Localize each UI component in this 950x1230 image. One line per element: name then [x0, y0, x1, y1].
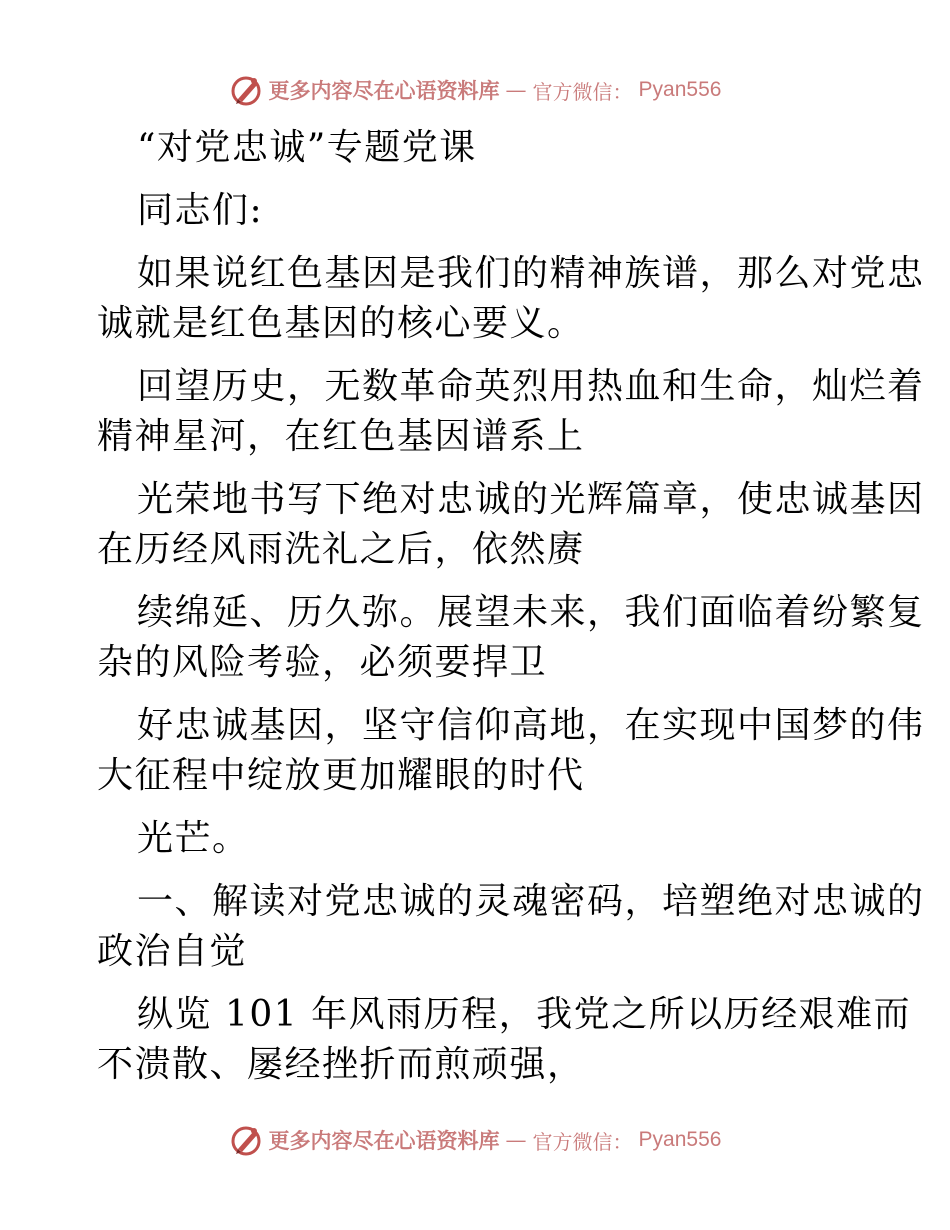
- text-line: 好忠诚基因，坚守信仰高地，在实现中国梦的伟: [137, 705, 925, 746]
- text-line: 同志们:: [137, 190, 264, 231]
- watermark-wechat-label: 官方微信：: [532, 79, 633, 104]
- document-body: [97, 123, 925, 1103]
- watermark-wechat-handle: Pyan556: [638, 1128, 722, 1151]
- text-line: 光荣地书写下绝对忠诚的光辉篇章，使忠诚基因: [137, 479, 925, 520]
- pen-logo-icon: [229, 1123, 263, 1157]
- text-line: 一、解读对党忠诚的灵魂密码，培塑绝对忠诚的: [137, 881, 925, 922]
- text-line: 大征程中绽放更加耀眼的时代: [97, 755, 585, 796]
- pen-logo-icon: [229, 73, 263, 107]
- watermark-main-text: 更多内容尽在心语资料库: [268, 1128, 500, 1153]
- text-line: 如果说红色基因是我们的精神族谱，那么对党忠: [137, 253, 925, 294]
- text-line: 在历经风雨洗礼之后，依然赓: [97, 529, 585, 570]
- text-line: 纵览 101 年风雨历程，我党之所以历经艰难而: [137, 994, 912, 1035]
- watermark-dash: —: [505, 78, 527, 102]
- footer-watermark: [0, 1120, 950, 1160]
- text-line: 光芒。: [137, 818, 250, 859]
- watermark-wechat-label: 官方微信：: [532, 1129, 633, 1154]
- text-line: 精神星河，在红色基因谱系上: [97, 416, 585, 457]
- text-line: 回望历史，无数革命英烈用热血和生命，灿烂着: [137, 366, 925, 407]
- text-line: 杂的风险考验，必须要捍卫: [97, 642, 548, 683]
- watermark-dash: —: [505, 1128, 527, 1152]
- text-line: 政治自觉: [97, 931, 248, 972]
- watermark-main-text: 更多内容尽在心语资料库: [268, 78, 500, 103]
- header-watermark: [0, 70, 950, 110]
- text-line: 续绵延、历久弥。展望未来，我们面临着纷繁复: [137, 592, 925, 633]
- text-line: 不溃散、屡经挫折而煎顽强，: [97, 1044, 585, 1085]
- text-line: 诚就是红色基因的核心要义。: [97, 303, 585, 344]
- watermark-wechat-handle: Pyan556: [638, 78, 722, 101]
- text-line: “对党忠诚”专题党课: [137, 127, 477, 168]
